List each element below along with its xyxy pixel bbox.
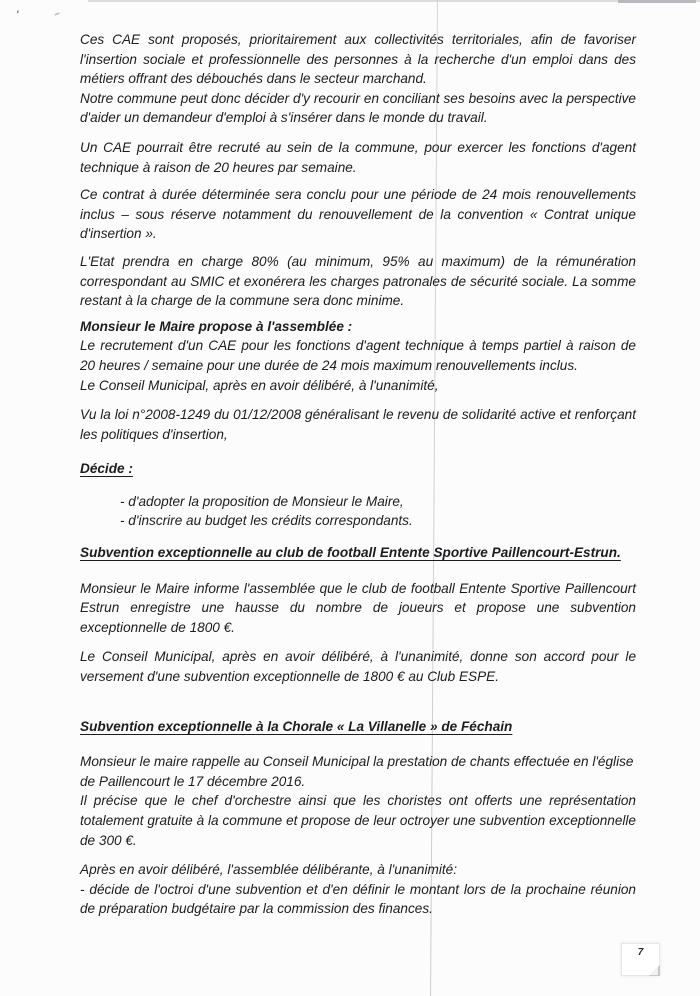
para-football-accord: Le Conseil Municipal, après en avoir délibéré, à l'unanimité, donne son accord pour le versement d'une subvention exceptionnelle de 1800 € au Club ESPE. xyxy=(80,649,636,685)
list-item-adopter: - d'adopter la proposition de Monsieur le Maire, xyxy=(120,493,404,509)
para-vu-la-loi: Vu la loi n°2008-1249 du 01/12/2008 généralisant le revenu de solidarité active et renforçant les politiques d'insertion, xyxy=(80,407,636,442)
page-number-tag xyxy=(621,943,660,976)
scan-edge-dark-line xyxy=(618,0,696,3)
para-chorale-delibere: Après en avoir délibéré, l'assemblée délibérante, à l'unanimité: xyxy=(80,862,457,878)
page-curl-highlight xyxy=(650,967,658,975)
para-cae-intro: Ces CAE sont proposés, prioritairement aux collectivités territoriales, afin de favoriser l'insertion sociale et professionnelle des personnes à la recherche d'un emploi dans des métiers offrant des débouchés dans le secteur marchand. xyxy=(80,32,636,87)
para-football-informe: Monsieur le Maire informe l'assemblée que le club de football Entente Sportive Paillencourt Estrun enregistre une hausse du nombre de joueurs et propose une subvention exceptionnelle de 1800 €. xyxy=(80,580,636,635)
heading-decide: Décide : xyxy=(80,461,133,477)
para-chorale-precise: Il précise que le chef d'orchestre ainsi que les choristes ont offerts une représentation totalement gratuite à la commune et propose de leur octroyer une subvention exceptionnelle de 300 €. xyxy=(80,793,636,848)
scan-artifact-speck xyxy=(54,12,60,16)
para-conseil-delibere: Le Conseil Municipal, après en avoir délibéré, à l'unanimité, xyxy=(80,377,439,393)
heading-subvention-football: Subvention exceptionnelle au club de football Entente Sportive Paillencourt-Estrun. xyxy=(80,545,621,561)
heading-maire-propose: Monsieur le Maire propose à l'assemblée : xyxy=(80,318,353,334)
list-item-inscrire: - d'inscrire au budget les crédits correspondants. xyxy=(120,513,413,529)
document-text-block xyxy=(80,30,636,919)
para-cae-recrute: Un CAE pourrait être recruté au sein de la commune, pour exercer les fonctions d'agent technique à raison de 20 heures par semaine. xyxy=(80,139,636,175)
para-etat-charge: L'Etat prendra en charge 80% (au minimum, 95% au maximum) de la rémunération correspondant au SMIC et exonérera les charges patronales de sécurité sociale. La somme restant à la charge de la commune sera donc minime. xyxy=(80,253,636,309)
para-contrat-duree: Ce contrat à durée déterminée sera conclu pour une période de 24 mois renouvellements inclus – sous réserve notamment du renouvellement de la convention « Contrat unique d'insertion ». xyxy=(80,187,636,242)
scan-artifact-mark: ' xyxy=(16,8,19,22)
para-chorale-decide: - décide de l'octroi d'une subvention et d'en définir le montant lors de la prochaine réunion de préparation budgétaire par la commission des finances. xyxy=(80,881,636,917)
para-chorale-rappelle: Monsieur le maire rappelle au Conseil Municipal la prestation de chants effectuée en l'église de Paillencourt le 17 décembre 2016. xyxy=(80,754,634,789)
para-commune-recourir: Notre commune peut donc décider d'y recourir en conciliant ses besoins avec la perspective d'aider un demandeur d'emploi à s'insérer dans le monde du travail. xyxy=(80,90,636,126)
page-number: 7 xyxy=(637,947,644,958)
heading-subvention-chorale: Subvention exceptionnelle à la Chorale « La Villanelle » de Féchain xyxy=(80,718,513,734)
scan-edge-line xyxy=(88,0,700,2)
para-recrutement: Le recrutement d'un CAE pour les fonctions d'agent technique à temps partiel à raison de 20 heures / semaine pour une durée de 24 mois maximum renouvellements inclus. xyxy=(80,338,636,373)
